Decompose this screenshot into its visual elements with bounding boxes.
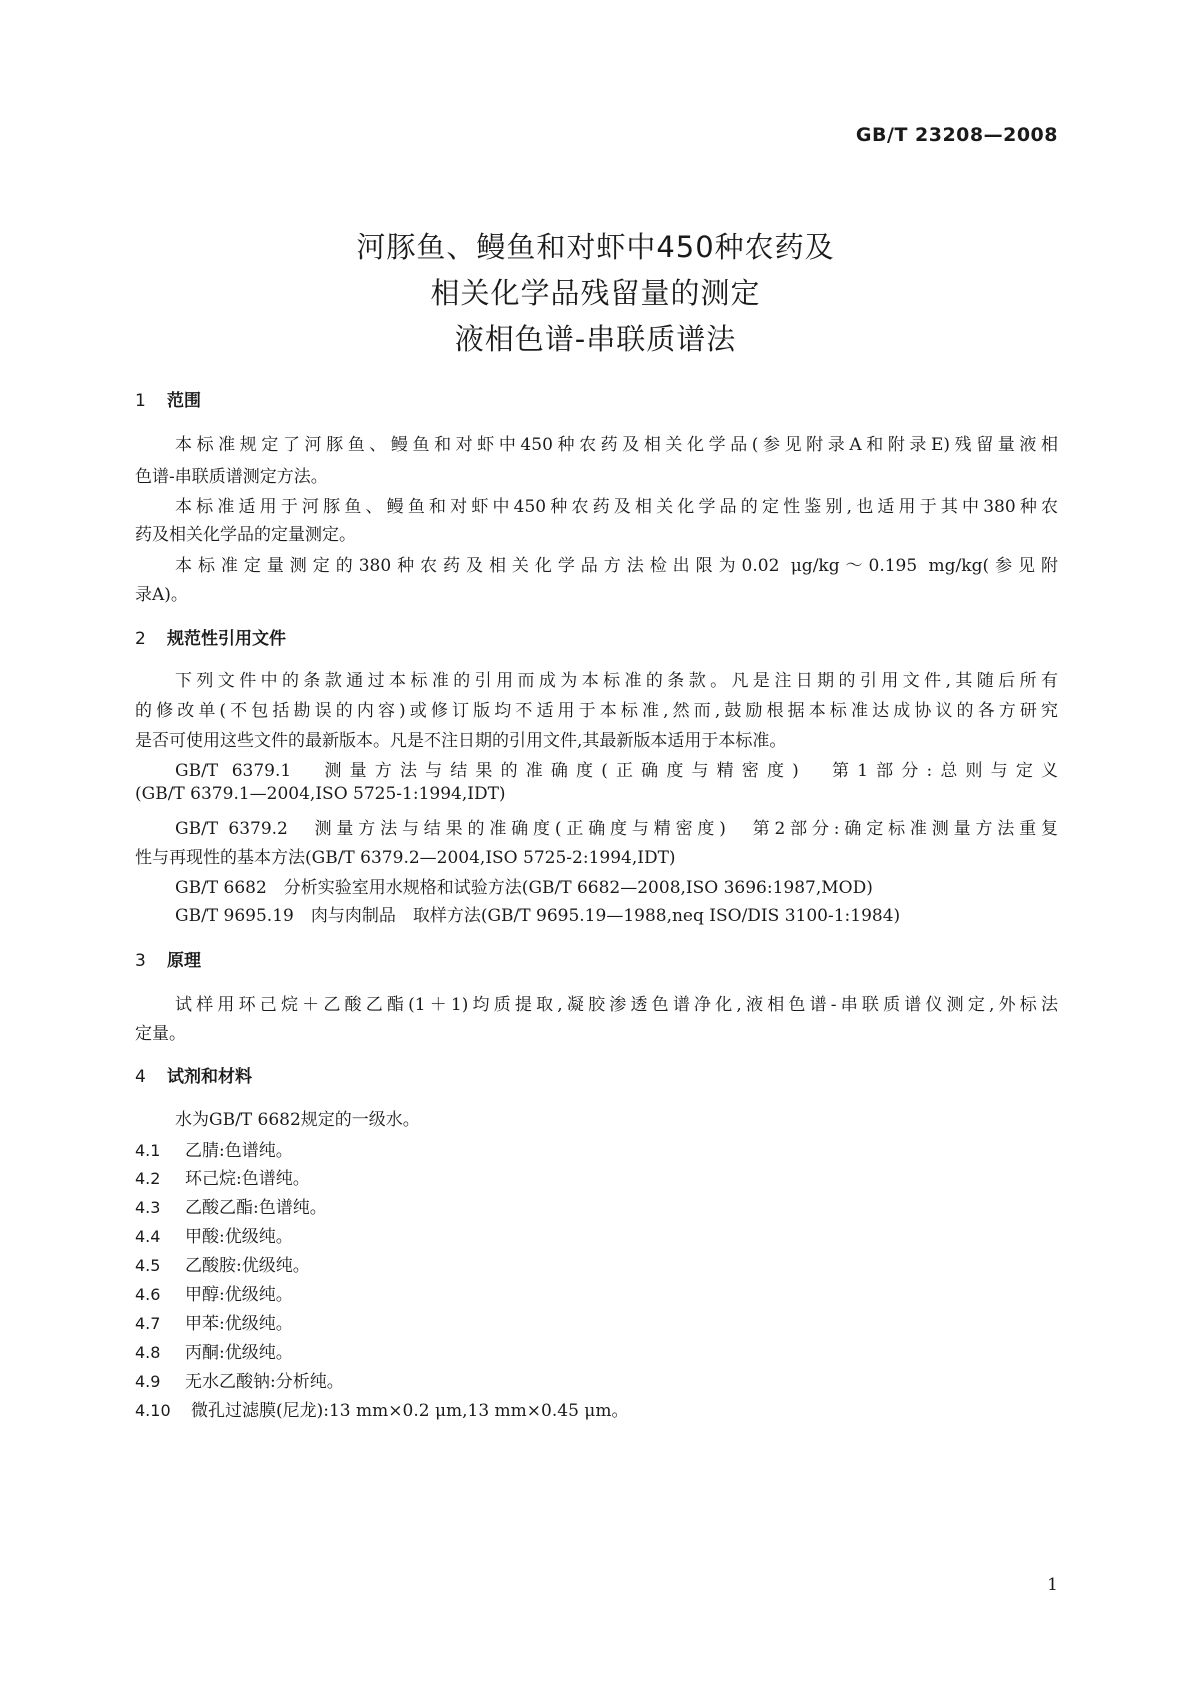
title-line-3: 液相色谱-串联质谱法 <box>454 322 737 356</box>
item-text: 甲醇:优级纯。 <box>185 1285 293 1305</box>
item-number: 4.6 <box>135 1285 161 1304</box>
section-number: 1 <box>135 391 146 411</box>
list-item <box>135 1222 293 1247</box>
section-3-heading <box>135 946 201 971</box>
list-item <box>135 1338 293 1363</box>
list-item <box>135 1367 344 1392</box>
list-item <box>135 1193 327 1218</box>
standard-code: GB/T 23208—2008 <box>855 124 1058 146</box>
title-line-1: 河豚鱼、鳗鱼和对虾中450种农药及 <box>356 230 835 264</box>
section-number: 2 <box>135 629 146 649</box>
ref-gbt-6379-2-line-1: GB/T 6379.2 测量方法与结果的准确度(正确度与精密度) 第2部分:确定标准测量方法重复 <box>175 819 1058 839</box>
section-number: 3 <box>135 951 146 971</box>
section-1-heading <box>135 386 201 411</box>
page-number: 1 <box>1047 1575 1058 1595</box>
document-title <box>0 224 1191 362</box>
s4-intro: 水为GB/T 6682规定的一级水。 <box>175 1110 420 1130</box>
section-title: 范围 <box>167 391 201 411</box>
s1-p2-line-1: 本标准适用于河豚鱼、鳗鱼和对虾中450种农药及相关化学品的定性鉴别,也适用于其中380种农 <box>175 497 1058 517</box>
section-title: 试剂和材料 <box>167 1067 252 1087</box>
section-title: 规范性引用文件 <box>167 629 286 649</box>
item-text: 丙酮:优级纯。 <box>185 1343 293 1363</box>
s2-intro-line-3: 是否可使用这些文件的最新版本。凡是不注日期的引用文件,其最新版本适用于本标准。 <box>135 731 787 751</box>
section-number: 4 <box>135 1067 146 1087</box>
s1-p3-line-2: 录A)。 <box>135 585 188 605</box>
item-number: 4.8 <box>135 1343 161 1362</box>
ref-gbt-6379-2-line-2: 性与再现性的基本方法(GB/T 6379.2—2004,ISO 5725-2:1994,IDT) <box>135 848 676 868</box>
item-text: 甲苯:优级纯。 <box>185 1314 293 1334</box>
item-text: 乙腈:色谱纯。 <box>185 1141 293 1161</box>
ref-gbt-9695-19: GB/T 9695.19 肉与肉制品 取样方法(GB/T 9695.19—1988,neq ISO/DIS 3100-1:1984) <box>175 906 901 926</box>
list-item <box>135 1396 628 1421</box>
item-number: 4.2 <box>135 1169 161 1188</box>
item-number: 4.9 <box>135 1372 161 1391</box>
list-item <box>135 1164 310 1189</box>
list-item <box>135 1136 293 1161</box>
item-text: 环己烷:色谱纯。 <box>185 1169 310 1189</box>
ref-gbt-6379-1-line-1: GB/T 6379.1 测量方法与结果的准确度(正确度与精密度) 第1部分:总则与定义 <box>175 761 1058 781</box>
section-title: 原理 <box>167 951 201 971</box>
item-text: 甲酸:优级纯。 <box>185 1227 293 1247</box>
s3-p1-line-1: 试样用环己烷＋乙酸乙酯(1＋1)均质提取,凝胶渗透色谱净化,液相色谱-串联质谱仪测定,外标法 <box>175 995 1058 1015</box>
item-number: 4.7 <box>135 1314 161 1333</box>
item-number: 4.10 <box>135 1401 171 1420</box>
s3-p1-line-2: 定量。 <box>135 1024 186 1044</box>
s1-p3-line-1: 本标准定量测定的380种农药及相关化学品方法检出限为0.02 μg/kg～0.195 mg/kg(参见附 <box>175 556 1058 576</box>
s1-p2-line-2: 药及相关化学品的定量测定。 <box>135 525 356 545</box>
section-4-heading <box>135 1062 252 1087</box>
item-text: 微孔过滤膜(尼龙):13 mm×0.2 μm,13 mm×0.45 μm。 <box>191 1401 629 1421</box>
list-item <box>135 1251 310 1276</box>
list-item <box>135 1280 293 1305</box>
ref-gbt-6682: GB/T 6682 分析实验室用水规格和试验方法(GB/T 6682—2008,ISO 3696:1987,MOD) <box>175 878 873 898</box>
s1-p1-line-2: 色谱-串联质谱测定方法。 <box>135 467 328 487</box>
item-text: 乙酸乙酯:色谱纯。 <box>185 1198 327 1218</box>
list-item <box>135 1309 293 1334</box>
item-number: 4.5 <box>135 1256 161 1275</box>
s2-intro-line-2: 的修改单(不包括勘误的内容)或修订版均不适用于本标准,然而,鼓励根据本标准达成协议的各方研究 <box>135 701 1058 721</box>
item-number: 4.1 <box>135 1141 161 1160</box>
section-2-heading <box>135 624 286 649</box>
item-text: 无水乙酸钠:分析纯。 <box>185 1372 344 1392</box>
item-text: 乙酸胺:优级纯。 <box>185 1256 310 1276</box>
s2-intro-line-1: 下列文件中的条款通过本标准的引用而成为本标准的条款。凡是注日期的引用文件,其随后所有 <box>175 671 1058 691</box>
ref-gbt-6379-1-line-2: (GB/T 6379.1—2004,ISO 5725-1:1994,IDT) <box>135 784 506 804</box>
item-number: 4.4 <box>135 1227 161 1246</box>
title-line-2: 相关化学品残留量的测定 <box>430 276 761 310</box>
s1-p1-line-1: 本标准规定了河豚鱼、鳗鱼和对虾中450种农药及相关化学品(参见附录A和附录E)残留量液相 <box>175 435 1058 455</box>
item-number: 4.3 <box>135 1198 161 1217</box>
